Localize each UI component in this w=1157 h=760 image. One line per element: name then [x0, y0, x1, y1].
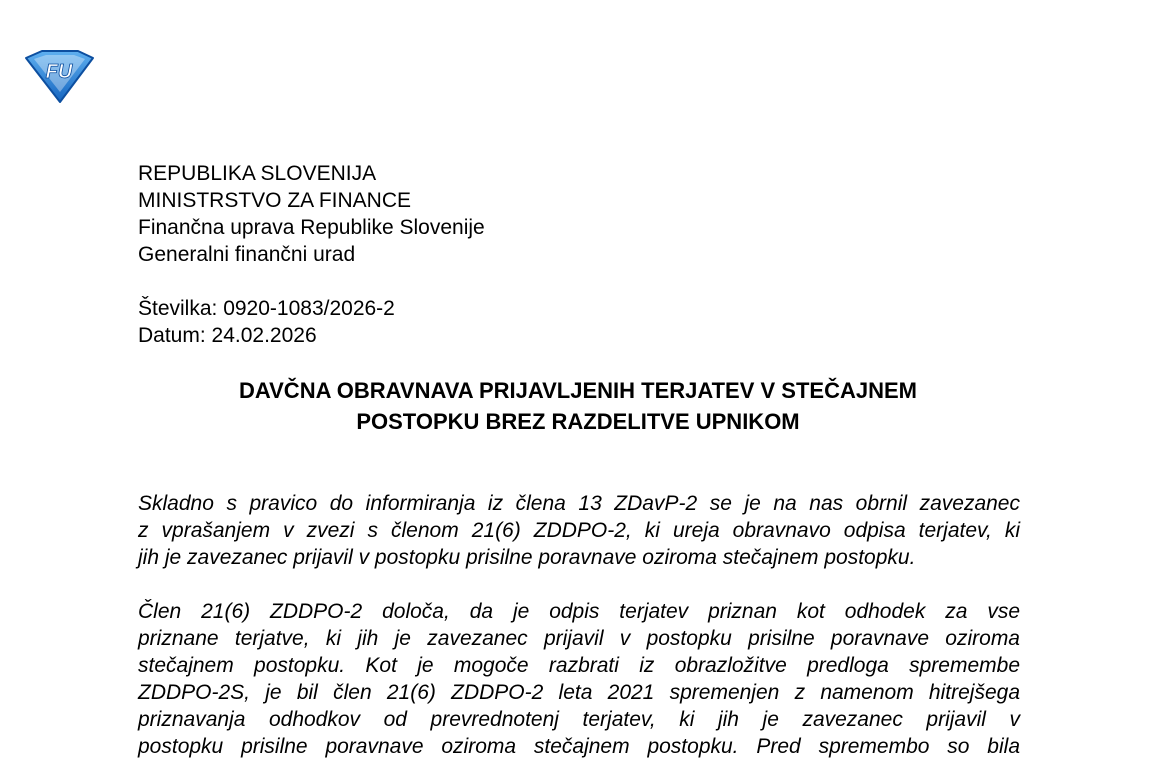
paragraph-line: Člen 21(6) ZDDPO-2 določa, da je odpis terjatev priznan kot odhodek za vse [138, 600, 1020, 623]
fu-logo-shield-icon [22, 48, 96, 104]
paragraph-line: priznane terjatve, ki jih je zavezanec prijavil v postopku prisilne poravnave oziroma [138, 627, 1020, 650]
document-date: Datum: 24.02.2026 [138, 324, 317, 347]
fu-logo [22, 48, 96, 104]
issuer-header [138, 160, 485, 268]
document-title [138, 375, 1018, 437]
paragraph-line: stečajnem postopku. Kot je mogoče razbrati iz obrazložitve predloga spremembe [138, 654, 1020, 677]
fu-logo-text: FU [45, 61, 73, 83]
document-title-line-2: POSTOPKU BREZ RAZDELITVE UPNIKOM [356, 409, 800, 434]
paragraph-line: z vprašanjem v zvezi s členom 21(6) ZDDPO-2, ki ureja obravnavo odpisa terjatev, ki [138, 519, 1020, 542]
issuer-republic: REPUBLIKA SLOVENIJA [138, 162, 377, 185]
paragraph-line: jih je zavezanec prijavil v postopku prisilne poravnave oziroma stečajnem postopku. [138, 546, 916, 569]
paragraph-line: postopku prisilne poravnave oziroma stečajnem postopku. Pred spremembo so bila [138, 735, 1020, 758]
document-reference [138, 295, 395, 349]
body-paragraph-1 [138, 490, 1020, 571]
paragraph-line: Skladno s pravico do informiranja iz člena 13 ZDavP-2 se je na nas obrnil zavezanec [138, 492, 1020, 515]
paragraph-line: priznavanja odhodkov od prevrednotenj terjatev, ki jih je zavezanec prijavil v [138, 708, 1020, 731]
document-number: Številka: 0920-1083/2026-2 [138, 297, 395, 320]
body-paragraph-2 [138, 598, 1020, 760]
issuer-ministry: MINISTRSTVO ZA FINANCE [138, 189, 412, 212]
paragraph-line: ZDDPO-2S, je bil člen 21(6) ZDDPO-2 leta 2021 spremenjen z namenom hitrejšega [138, 681, 1020, 704]
document-title-line-1: DAVČNA OBRAVNAVA PRIJAVLJENIH TERJATEV V STEČAJNEM [238, 378, 917, 403]
issuer-office: Generalni finančni urad [138, 243, 356, 266]
issuer-administration: Finančna uprava Republike Slovenije [138, 216, 485, 239]
